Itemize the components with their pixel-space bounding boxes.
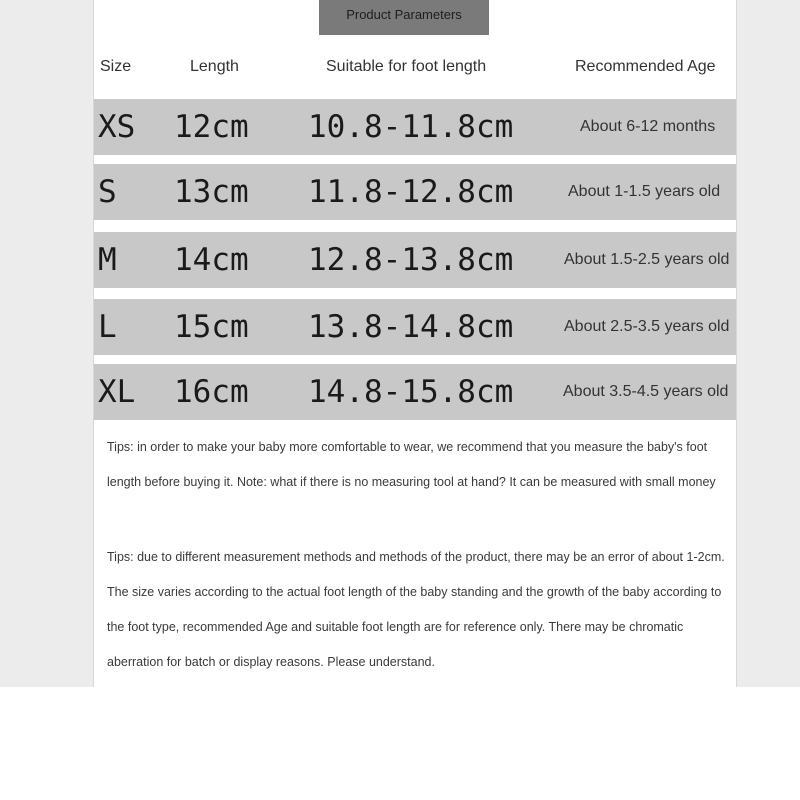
- tip-paragraph: Tips: due to different measurement methods and methods of the product, there may be an error of about 1-2cm. The size varies according to the actual foot length of the baby standing and the growth of the baby according to the foot type, recommended Age and suitable foot length are for reference only. There may be chromatic aberration for batch or display reasons. Please understand.: [107, 550, 725, 669]
- background-left: [0, 0, 93, 687]
- header-length: Length: [190, 58, 239, 75]
- size-cell: XS: [98, 109, 136, 145]
- age-cell: About 1.5-2.5 years old: [564, 251, 730, 268]
- header-size: Size: [100, 58, 132, 75]
- size-chart-card: [94, 0, 736, 687]
- foot-length-cell: 11.8-12.8cm: [308, 174, 514, 210]
- foot-length-cell: 10.8-11.8cm: [308, 109, 514, 145]
- table-row: [94, 299, 736, 355]
- foot-length-cell: 13.8-14.8cm: [308, 309, 514, 345]
- age-cell: About 6-12 months: [580, 118, 716, 135]
- size-cell: S: [98, 174, 117, 210]
- table-row: [94, 164, 736, 220]
- foot-length-cell: 12.8-13.8cm: [308, 242, 514, 278]
- age-cell: About 3.5-4.5 years old: [563, 383, 729, 400]
- size-cell: XL: [98, 374, 136, 410]
- table-row: [94, 99, 736, 155]
- table-row: [94, 232, 736, 288]
- size-cell: M: [98, 242, 117, 278]
- header-foot-length: Suitable for foot length: [326, 58, 487, 75]
- foot-length-cell: 14.8-15.8cm: [308, 374, 514, 410]
- length-cell: 16cm: [174, 374, 249, 410]
- header-recommended-age: Recommended Age: [575, 58, 716, 75]
- age-cell: About 2.5-3.5 years old: [564, 318, 730, 335]
- length-cell: 12cm: [174, 109, 249, 145]
- length-cell: 15cm: [174, 309, 249, 345]
- tip-paragraph: Tips: in order to make your baby more comfortable to wear, we recommend that you measure the baby's foot length before buying it. Note: what if there is no measuring tool at hand? It can be measured with small money: [107, 440, 716, 489]
- table-row: [94, 364, 736, 420]
- length-cell: 13cm: [174, 174, 249, 210]
- length-cell: 14cm: [174, 242, 249, 278]
- background-right: [737, 0, 800, 687]
- page-title: Product Parameters: [319, 0, 489, 35]
- card-edge-right: [736, 0, 737, 687]
- age-cell: About 1-1.5 years old: [568, 183, 721, 200]
- size-cell: L: [98, 309, 117, 345]
